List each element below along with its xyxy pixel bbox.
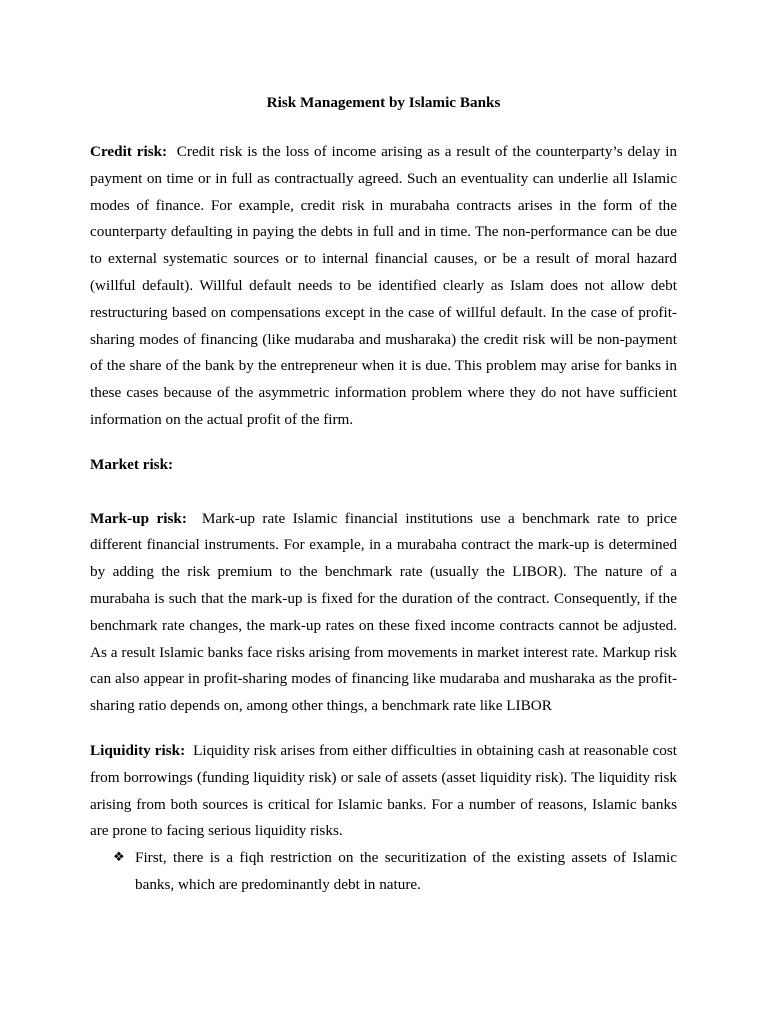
credit-risk-paragraph xyxy=(90,139,677,434)
liquidity-risk-paragraph xyxy=(90,738,677,845)
bullet-text: First, there is a fiqh restriction on the securitization of the existing assets of Islamic banks, which are predominantly debt in nature. xyxy=(135,849,677,893)
document-title: Risk Management by Islamic Banks xyxy=(266,94,501,111)
markup-risk-heading: Mark-up risk: xyxy=(90,509,187,527)
list-item xyxy=(90,845,677,899)
diamond-bullet-icon: ❖ xyxy=(113,850,125,866)
markup-risk-paragraph xyxy=(90,506,677,720)
credit-risk-heading: Credit risk: xyxy=(90,143,168,160)
market-risk-heading: Market risk: xyxy=(90,455,174,473)
liquidity-risk-text: Liquidity risk arises from either difficulties in obtaining cash at reasonable cost from borrowings (funding liquidity risk) or sale of assets (asset liquidity risk). The liquidity risk arising from both sources is critical for Islamic banks. For a number of reasons, Islamic banks are prone to facing serious liquidity risks. xyxy=(90,741,678,840)
liquidity-risk-heading: Liquidity risk: xyxy=(90,741,186,759)
markup-risk-text: Mark-up rate Islamic financial institutions use a benchmark rate to price different financial instruments. For example, in a murabaha contract the mark-up is determined by adding the risk premium to the benchmark rate (usually the LIBOR). The nature of a murabaha is such that the mark-up is fixed for the duration of the contract. Consequently, if the benchmark rate changes, the mark-up rates on these fixed income contracts cannot be adjusted. As a result Islamic banks face risks arising from movements in market interest rate. Markup risk can also appear in profit-sharing modes of financing like mudaraba and musharaka as the profit-sharing ratio depends on, among other things, a benchmark rate like LIBOR xyxy=(90,509,678,715)
credit-risk-text: Credit risk is the loss of income arising as a result of the counterparty’s delay in payment on time or in full as contractually agreed. Such an eventuality can underlie all Islamic modes of finance. For example, credit risk in murabaha contracts arises in the form of the counterparty defaulting in paying the debts in full and in time. The non-performance can be due to external systematic sources or to internal financial causes, or be a result of moral hazard (willful default). Willful default needs to be identified clearly as Islam does not allow debt restructuring based on compensations except in the case of willful default. In the case of profit-sharing modes of financing (like mudaraba and musharaka) the credit risk will be non-payment of the share of the bank by the entrepreneur when it is due. This problem may arise for banks in these cases because of the asymmetric information problem where they do not have sufficient information on the actual profit of the firm. xyxy=(90,143,678,428)
document-body xyxy=(90,91,677,899)
liquidity-risk-bullet-list xyxy=(90,845,677,899)
